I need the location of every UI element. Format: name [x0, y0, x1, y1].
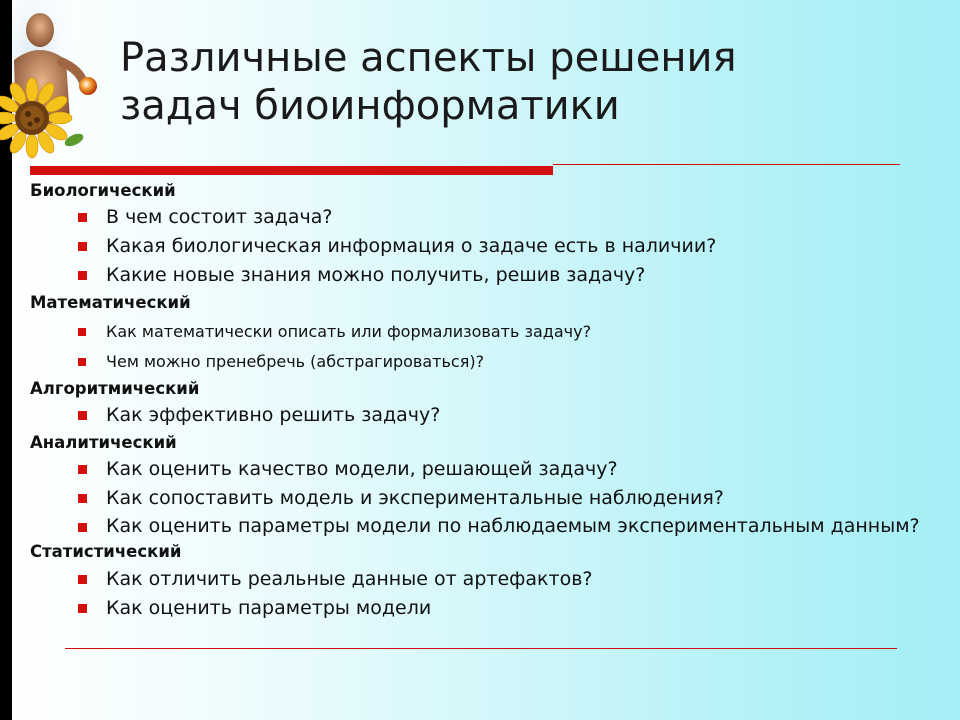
list-item	[76, 236, 950, 257]
bullet-list	[30, 569, 950, 619]
section-algorithmic	[30, 378, 950, 426]
list-item	[76, 488, 950, 509]
title-divider-thick	[30, 166, 553, 175]
square-bullet-icon	[78, 411, 87, 420]
list-item-text: Как оценить параметры модели по наблюдаемым экспериментальным данным?	[106, 515, 920, 537]
list-item	[76, 517, 950, 535]
slide-content	[30, 180, 950, 627]
bullet-list	[30, 207, 950, 286]
square-bullet-icon	[78, 494, 87, 503]
section-title: Математический	[30, 293, 191, 312]
section-title: Биологический	[30, 181, 176, 200]
square-bullet-icon	[78, 604, 87, 613]
list-item-text: Как оценить качество модели, решающей задачу?	[106, 458, 618, 480]
list-item-text: Как оценить параметры модели	[106, 597, 432, 619]
square-bullet-icon	[78, 358, 86, 366]
section-title: Статистический	[30, 542, 182, 561]
list-item	[76, 459, 950, 480]
square-bullet-icon	[78, 271, 87, 280]
list-item-text: Чем можно пренебречь (абстрагироваться)?	[106, 352, 485, 371]
section-title: Алгоритмический	[30, 379, 200, 398]
section-title: Аналитический	[30, 433, 177, 452]
section-analytical	[30, 432, 950, 535]
title-divider-thin	[553, 164, 900, 165]
square-bullet-icon	[78, 328, 86, 336]
list-item-text: Как математически описать или формализовать задачу?	[106, 322, 592, 341]
page-title	[120, 34, 940, 130]
list-item	[76, 265, 950, 286]
list-item-text: В чем состоит задача?	[106, 206, 333, 228]
list-item	[76, 598, 950, 619]
bottom-divider	[65, 648, 897, 649]
section-mathematical	[30, 292, 950, 372]
square-bullet-icon	[78, 242, 87, 251]
list-item	[76, 405, 950, 426]
list-item-text: Какие новые знания можно получить, решив задачу?	[106, 264, 646, 286]
section-statistical	[30, 541, 950, 619]
list-item	[76, 322, 950, 342]
list-item-text: Как отличить реальные данные от артефактов?	[106, 568, 593, 590]
bullet-list	[30, 459, 950, 535]
bullet-list	[30, 405, 950, 426]
sunflower-figure-logo	[0, 0, 110, 180]
square-bullet-icon	[78, 575, 87, 584]
list-item-text: Как эффективно решить задачу?	[106, 404, 441, 426]
section-biological	[30, 180, 950, 286]
list-item	[76, 569, 950, 590]
bullet-list	[30, 322, 950, 372]
title-line-1: Различные аспекты решения	[120, 35, 737, 81]
square-bullet-icon	[78, 523, 87, 532]
title-line-2: задач биоинформатики	[120, 83, 620, 129]
list-item	[76, 207, 950, 228]
list-item-text: Как сопоставить модель и экспериментальные наблюдения?	[106, 487, 724, 509]
square-bullet-icon	[78, 213, 87, 222]
list-item	[76, 352, 950, 372]
list-item-text: Какая биологическая информация о задаче есть в наличии?	[106, 235, 717, 257]
square-bullet-icon	[78, 465, 87, 474]
